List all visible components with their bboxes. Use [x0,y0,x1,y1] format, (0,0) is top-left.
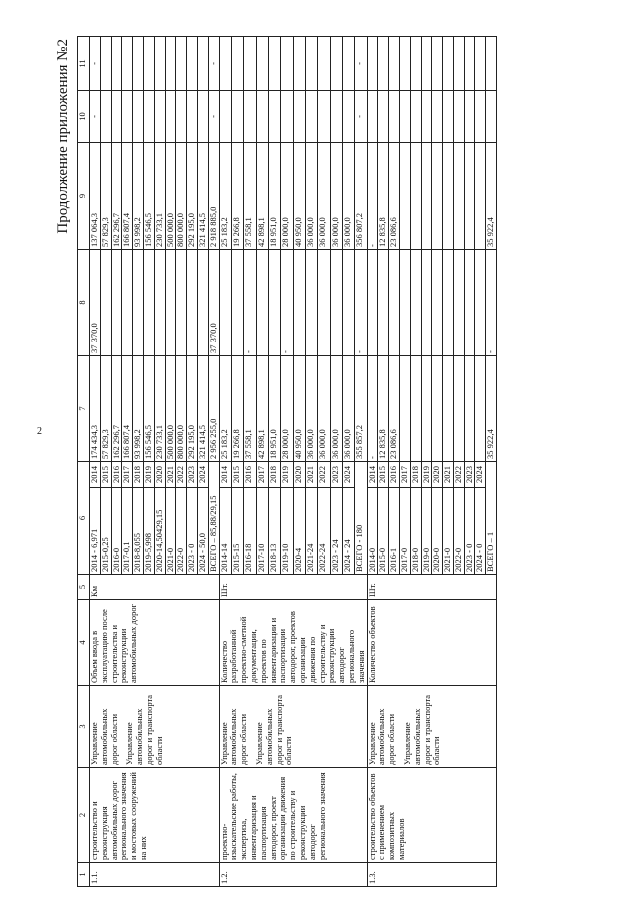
federal-funding [122,250,133,356]
year: 2014 [367,462,378,488]
target-value: 2024 - 50,0 [197,488,208,575]
total-funding [443,356,454,462]
page-number: 2 [37,426,42,437]
local-funding [453,91,464,143]
federal-funding [305,250,317,356]
year: 2014 [90,462,101,488]
other-funding [399,37,410,91]
target-value: 2024 - 0 [475,488,486,575]
year: 2021 [305,462,317,488]
indicator-name: Объем ввода в эксплуатацию после строительства и реконструкции автомобильных дорог [90,600,220,686]
other-funding [244,37,256,91]
unit: Шт. [367,575,497,600]
total-funding: 292 195,0 [187,356,198,462]
year: 2019 [281,462,293,488]
target-value: 2021-0 [443,488,454,575]
total-funding: 25 183,2 [219,356,231,462]
year: 2023 [330,462,342,488]
activity-name: проектно-изыскательские работы, экспертиза, инвентаризация и паспортизация автодорог, проект организации движения по строительству и реконструкции автодорог регионального значения [219,768,367,863]
target-value: 2018-0 [410,488,421,575]
target-value: 2019-10 [281,488,293,575]
regional-funding: 156 546,5 [143,143,154,250]
table-row [90,37,101,887]
federal-funding [133,250,144,356]
other-funding [281,37,293,91]
target-value: 2017-0,1 [122,488,133,575]
federal-funding [100,250,111,356]
federal-funding: - [355,250,367,356]
other-funding [256,37,268,91]
other-funding [111,37,122,91]
local-funding [443,91,454,143]
total-funding: 355 857,2 [355,356,367,462]
target-value: 2016-18 [244,488,256,575]
regional-funding: 40 950,0 [293,143,305,250]
total-funding [399,356,410,462]
regional-funding: 36 000,0 [318,143,330,250]
federal-funding [165,250,176,356]
target-value: 2017-10 [256,488,268,575]
total-funding [475,356,486,462]
year: 2020 [432,462,443,488]
total-target: ВСЕГО – 85,88/29,15 [208,462,219,575]
target-value: 2018-13 [268,488,280,575]
target-value: 2020-14,50429,15 [154,488,165,575]
total-funding [421,356,432,462]
year: 2022 [176,462,187,488]
total-funding: 36 000,0 [318,356,330,462]
local-funding [421,91,432,143]
year: 2024 [342,462,354,488]
local-funding [143,91,154,143]
total-funding: 18 951,0 [268,356,280,462]
table-row [367,37,378,887]
total-funding: 2 956 255,0 [208,356,219,462]
executors-cell [219,686,367,768]
local-funding [244,91,256,143]
total-funding: 28 000,0 [281,356,293,462]
local-funding [399,91,410,143]
federal-funding [176,250,187,356]
federal-funding [154,250,165,356]
target-value: 2021-24 [305,488,317,575]
other-funding [367,37,378,91]
total-funding: 800 000,0 [176,356,187,462]
federal-funding [197,250,208,356]
row-number: 1.1. [90,863,220,887]
other-funding [305,37,317,91]
other-funding [318,37,330,91]
regional-funding: - [367,143,378,250]
executor-name: Управление автомобильных дорог и транспорта области [124,694,164,765]
target-value: 2023 - 24 [330,488,342,575]
total-funding: 156 546,5 [143,356,154,462]
unit: Км [90,575,220,600]
federal-funding [256,250,268,356]
target-value: 2021-0 [165,488,176,575]
local-funding [475,91,486,143]
federal-funding [187,250,198,356]
total-funding: 35 922,4 [486,356,497,462]
local-funding [219,91,231,143]
regional-funding [399,143,410,250]
local-funding [165,91,176,143]
other-funding [268,37,280,91]
other-funding [176,37,187,91]
column-number: 1 [78,863,90,887]
regional-funding: 93 998,2 [133,143,144,250]
local-funding [256,91,268,143]
regional-funding: 36 000,0 [330,143,342,250]
target-value: 2023 - 0 [187,488,198,575]
federal-funding: 37 370,0 [90,250,101,356]
other-funding [486,37,497,91]
regional-funding [432,143,443,250]
year: 2019 [143,462,154,488]
local-funding [281,91,293,143]
executor-name: Управление автомобильных дорог области [89,708,119,765]
regional-funding [443,143,454,250]
other-funding [122,37,133,91]
federal-funding [443,250,454,356]
table-row [219,37,231,887]
target-value: 2017-0 [399,488,410,575]
table-body [78,37,497,887]
total-funding: 36 000,0 [305,356,317,462]
local-funding [486,91,497,143]
regional-funding: 800 000,0 [176,143,187,250]
regional-funding: 23 086,6 [389,143,400,250]
year: 2018 [410,462,421,488]
other-funding [443,37,454,91]
indicator-name: Количество разработанной проектно-сметной документации, проектов по инвентаризации и паспортизации автодорог, проектов организации движения по строительству и реконструкции автодорог регионального значения [219,600,367,686]
target-value: 2022-0 [176,488,187,575]
other-funding [330,37,342,91]
federal-funding [318,250,330,356]
federal-funding [367,250,378,356]
year: 2016 [244,462,256,488]
local-funding [293,91,305,143]
total-funding [464,356,475,462]
target-value: 2024 - 24 [342,488,354,575]
total-funding: 40 950,0 [293,356,305,462]
other-funding [453,37,464,91]
total-funding: 23 086,6 [389,356,400,462]
column-number: 11 [78,37,90,91]
local-funding: - [90,91,101,143]
other-funding [133,37,144,91]
other-funding [219,37,231,91]
executor-name: Управление автомобильных дорог области [366,708,397,765]
row-number: 1.3. [367,863,497,887]
total-funding: 500 000,0 [165,356,176,462]
continuation-title: Продолжение приложения №2 [55,39,71,234]
total-funding [453,356,464,462]
year: 2020 [154,462,165,488]
total-target: ВСЕГО - 180 [355,462,367,575]
regional-funding: 230 733,1 [154,143,165,250]
other-funding [143,37,154,91]
other-funding [231,37,243,91]
year: 2016 [389,462,400,488]
column-number: 3 [78,686,90,768]
local-funding [367,91,378,143]
year: 2023 [464,462,475,488]
year: 2024 [197,462,208,488]
executor-name: Управление автомобильных дорог и транспорта области [253,694,294,765]
federal-funding [330,250,342,356]
target-value: 2020-0 [432,488,443,575]
federal-funding [421,250,432,356]
regional-funding: 18 951,0 [268,143,280,250]
column-number: 5 [78,575,90,600]
other-funding [342,37,354,91]
regional-funding: 292 195,0 [187,143,198,250]
federal-funding [268,250,280,356]
executors-cell [90,686,220,768]
federal-funding [432,250,443,356]
year: 2021 [165,462,176,488]
target-value: 2016-1 [389,488,400,575]
regional-funding: 162 296,7 [111,143,122,250]
local-funding: - [355,91,367,143]
executor-name: Управление автомобильных дорог и транспорта области [401,694,442,765]
regional-funding: 57 829,3 [100,143,111,250]
federal-funding [143,250,154,356]
year: 2024 [475,462,486,488]
other-funding [432,37,443,91]
local-funding [100,91,111,143]
local-funding [378,91,389,143]
column-number: 6 [78,462,90,575]
total-target: ВСЕГО – 1 [486,462,497,575]
total-funding: 36 000,0 [330,356,342,462]
total-funding: 12 835,8 [378,356,389,462]
column-number: 2 [78,768,90,863]
year: 2014 [219,462,231,488]
local-funding [187,91,198,143]
local-funding [231,91,243,143]
federal-funding [378,250,389,356]
other-funding [410,37,421,91]
regional-funding: 166 807,4 [122,143,133,250]
target-value: 2020-4 [293,488,305,575]
other-funding [378,37,389,91]
target-value: 2019-5,998 [143,488,154,575]
total-funding: 57 829,3 [100,356,111,462]
regional-funding: 2 918 885,0 [208,143,219,250]
year: 2022 [318,462,330,488]
regional-funding: 12 835,8 [378,143,389,250]
federal-funding: - [281,250,293,356]
year: 2017 [122,462,133,488]
local-funding [464,91,475,143]
total-funding: 321 414,5 [197,356,208,462]
regional-funding: 35 922,4 [486,143,497,250]
local-funding [318,91,330,143]
other-funding [197,37,208,91]
other-funding [421,37,432,91]
regional-funding [475,143,486,250]
year: 2023 [187,462,198,488]
indicator-name: Количество объектов [367,600,497,686]
regional-funding: 36 000,0 [342,143,354,250]
local-funding [268,91,280,143]
total-funding: 37 558,1 [244,356,256,462]
regional-funding: 28 000,0 [281,143,293,250]
year: 2015 [100,462,111,488]
column-number: 9 [78,143,90,250]
federal-funding: - [486,250,497,356]
year: 2021 [443,462,454,488]
target-value: 2023 - 0 [464,488,475,575]
regional-funding: 500 000,0 [165,143,176,250]
regional-funding: 137 064,3 [90,143,101,250]
regional-funding: 36 000,0 [305,143,317,250]
total-funding: 42 898,1 [256,356,268,462]
local-funding: - [208,91,219,143]
column-number: 7 [78,356,90,462]
other-funding [187,37,198,91]
local-funding [122,91,133,143]
year: 2018 [133,462,144,488]
local-funding [410,91,421,143]
regional-funding: 37 558,1 [244,143,256,250]
total-funding: 230 733,1 [154,356,165,462]
federal-funding [464,250,475,356]
target-value: 2019-0 [421,488,432,575]
total-funding: 93 998,2 [133,356,144,462]
target-value: 2022-0 [453,488,464,575]
year: 2016 [111,462,122,488]
other-funding: - [90,37,101,91]
federal-funding: 37 370,0 [208,250,219,356]
federal-funding [389,250,400,356]
local-funding [305,91,317,143]
total-funding: 19 266,8 [231,356,243,462]
federal-funding [475,250,486,356]
target-value: 2014-14 [219,488,231,575]
federal-funding: - [244,250,256,356]
total-funding: 174 434,3 [90,356,101,462]
column-number: 4 [78,600,90,686]
regional-funding [453,143,464,250]
federal-funding [342,250,354,356]
year: 2015 [378,462,389,488]
year: 2018 [268,462,280,488]
target-value: 2018-8,055 [133,488,144,575]
other-funding [389,37,400,91]
year: 2019 [421,462,432,488]
row-number: 1.2. [219,863,367,887]
regional-funding [410,143,421,250]
executor-name: Управление автомобильных дорог области [218,708,249,765]
rotated-page [57,37,640,887]
year: 2017 [399,462,410,488]
year: 2022 [453,462,464,488]
local-funding [111,91,122,143]
activity-name: строительство и реконструкция автомобильных дорог регионального значения и мостовых сооружений на них [90,768,220,863]
local-funding [133,91,144,143]
federal-funding [293,250,305,356]
total-funding: 162 296,7 [111,356,122,462]
federal-funding [231,250,243,356]
federal-funding [410,250,421,356]
unit: Шт. [219,575,367,600]
other-funding: - [355,37,367,91]
activity-name: строительство объектов с применением композитных материалов [367,768,497,863]
column-number-row [78,37,90,887]
regional-funding [421,143,432,250]
program-table [77,36,497,887]
local-funding [432,91,443,143]
year: 2015 [231,462,243,488]
regional-funding [464,143,475,250]
local-funding [197,91,208,143]
total-funding [410,356,421,462]
regional-funding: 321 414,5 [197,143,208,250]
total-funding: - [367,356,378,462]
federal-funding [453,250,464,356]
other-funding [293,37,305,91]
regional-funding: 19 266,8 [231,143,243,250]
total-funding: 36 000,0 [342,356,354,462]
target-value: 2015-15 [231,488,243,575]
local-funding [342,91,354,143]
local-funding [154,91,165,143]
other-funding [100,37,111,91]
federal-funding [219,250,231,356]
federal-funding [111,250,122,356]
regional-funding: 356 807,2 [355,143,367,250]
local-funding [176,91,187,143]
other-funding [464,37,475,91]
column-number: 8 [78,250,90,356]
other-funding [154,37,165,91]
local-funding [389,91,400,143]
total-funding [432,356,443,462]
target-value: 2015-0,25 [100,488,111,575]
other-funding [165,37,176,91]
year: 2020 [293,462,305,488]
target-value: 2014 - 6,971 [90,488,101,575]
column-number: 10 [78,91,90,143]
total-funding: 166 807,4 [122,356,133,462]
regional-funding: 25 183,2 [219,143,231,250]
federal-funding [399,250,410,356]
regional-funding: 42 898,1 [256,143,268,250]
local-funding [330,91,342,143]
target-value: 2014-0 [367,488,378,575]
target-value: 2022-24 [318,488,330,575]
target-value: 2016-0 [111,488,122,575]
target-value: 2015-0 [378,488,389,575]
other-funding [475,37,486,91]
executors-cell [367,686,497,768]
other-funding: - [208,37,219,91]
year: 2017 [256,462,268,488]
